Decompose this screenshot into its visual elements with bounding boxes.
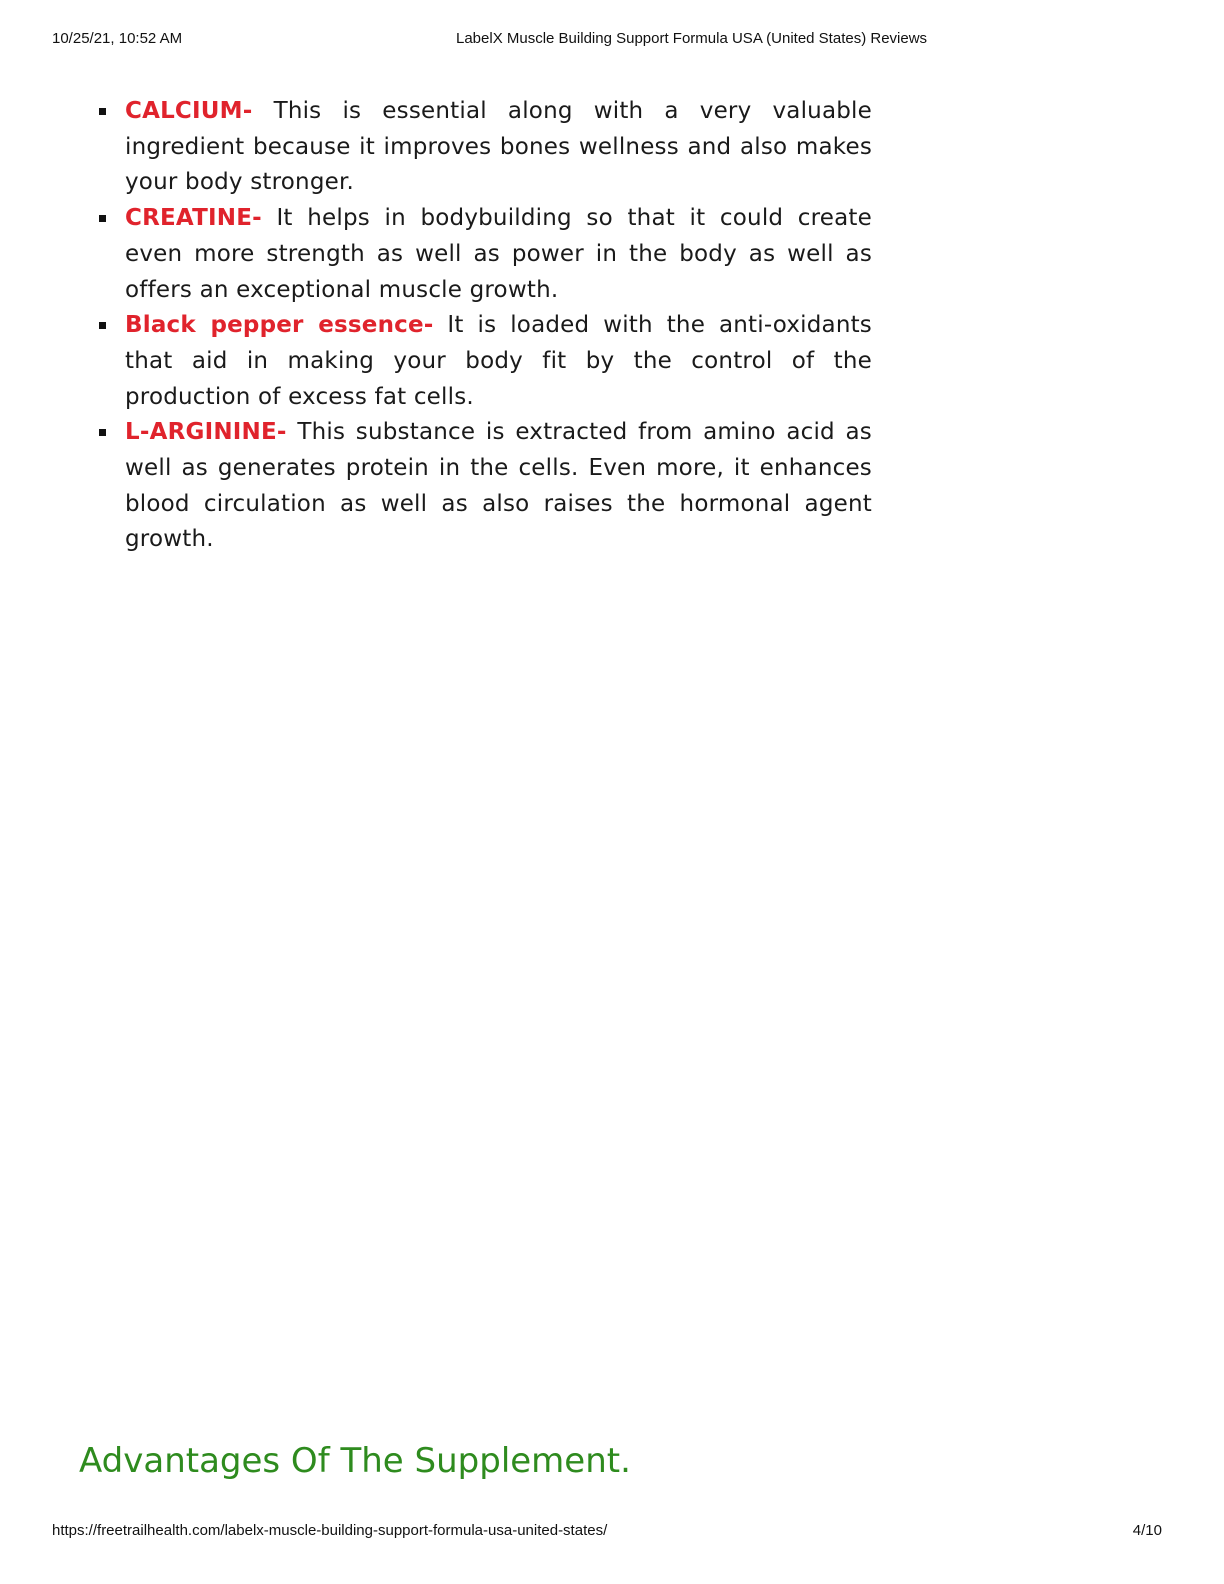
- ingredient-name: Black pepper essence-: [125, 312, 434, 339]
- ingredient-name: CALCIUM-: [125, 98, 253, 124]
- print-page-title: LabelX Muscle Building Support Formula USA (United States) Reviews: [456, 30, 928, 47]
- ingredient-list: [98, 94, 872, 558]
- ingredient-description: This is essential along with a very valuable ingredient because it improves bones wellness and also makes your body stronger.: [125, 98, 872, 196]
- section-heading: Advantages Of The Supplement.: [79, 1441, 631, 1481]
- print-datetime: 10/25/21, 10:52 AM: [52, 30, 183, 47]
- list-item-creatine: [98, 201, 872, 308]
- square-bullet-icon: [99, 108, 106, 115]
- ingredient-name: L-ARGININE-: [125, 419, 287, 446]
- list-item-black-pepper: [98, 308, 872, 415]
- square-bullet-icon: [99, 215, 106, 222]
- ingredient-description: It is loaded with the anti-oxidants that aid in making your body fit by the control of the production of excess fat cells.: [125, 312, 872, 410]
- list-item-l-arginine: [98, 415, 872, 558]
- ingredient-description: This substance is extracted from amino acid as well as generates protein in the cells. Even more, it enhances blood circulation as well as also raises the hormonal agent growth.: [125, 419, 872, 553]
- list-item-calcium: [98, 94, 872, 201]
- print-header: [52, 28, 1164, 50]
- square-bullet-icon: [99, 322, 106, 329]
- print-url: https://freetrailhealth.com/labelx-muscle-building-support-formula-usa-united-states/: [52, 1522, 608, 1539]
- ingredient-name: CREATINE-: [125, 205, 262, 232]
- ingredient-description: It helps in bodybuilding so that it could create even more strength as well as power in the body as well as offers an exceptional muscle growth.: [125, 205, 872, 303]
- square-bullet-icon: [99, 429, 106, 436]
- print-footer: [52, 1520, 1162, 1542]
- page-number: 4/10: [1132, 1522, 1162, 1539]
